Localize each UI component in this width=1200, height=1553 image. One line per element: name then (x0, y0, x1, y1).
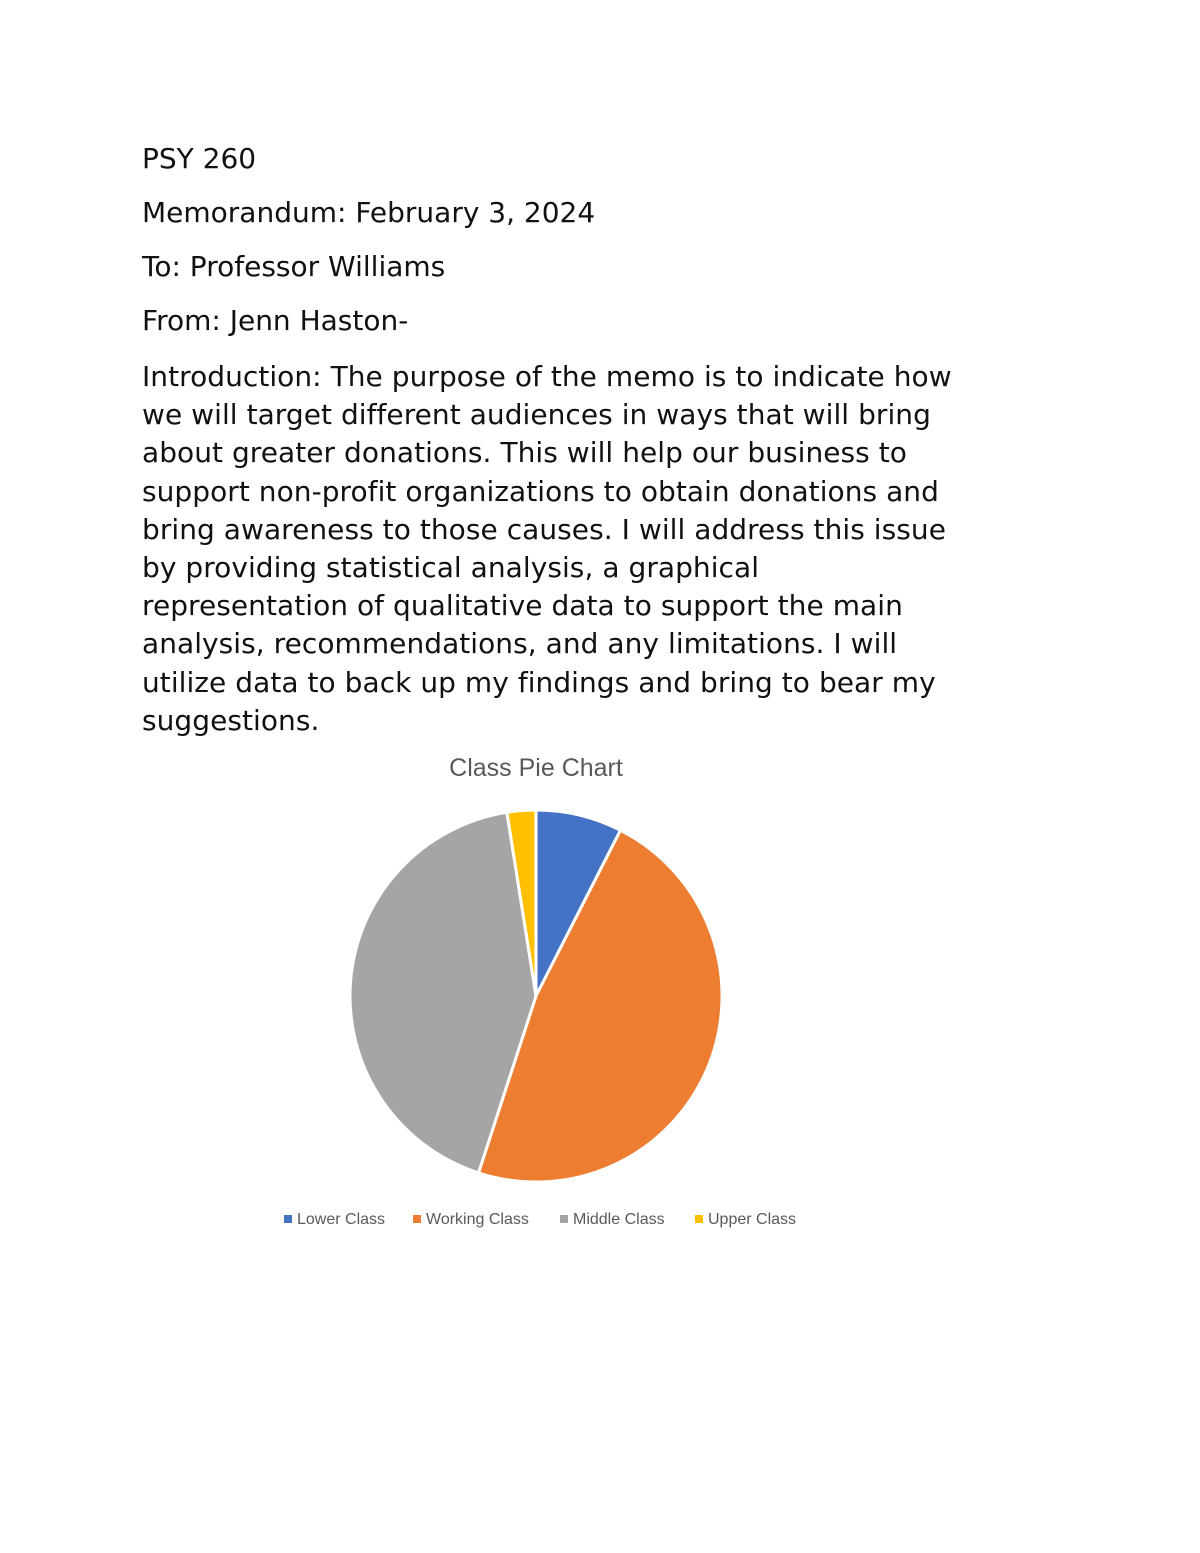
intro-line: about greater donations. This will help our business to (142, 436, 907, 470)
introduction-paragraph (142, 358, 1047, 740)
legend-label: Middle Class (573, 1211, 665, 1228)
legend-item-middle-class (560, 1211, 665, 1228)
legend-swatch (695, 1215, 703, 1223)
legend-item-working-class (413, 1211, 529, 1228)
pie-slices (350, 810, 722, 1182)
intro-line: suggestions. (142, 703, 320, 737)
legend-item-lower-class (284, 1211, 385, 1228)
chart-title: Class Pie Chart (449, 754, 623, 782)
course-code: PSY 260 (142, 142, 257, 175)
legend-label: Lower Class (297, 1211, 386, 1228)
chart-legend (284, 1211, 796, 1228)
intro-line: support non-profit organizations to obtain donations and (142, 474, 939, 508)
legend-swatch (413, 1215, 421, 1223)
intro-line: analysis, recommendations, and any limitations. I will (142, 627, 898, 661)
legend-label: Working Class (426, 1211, 529, 1228)
memo-date-line: Memorandum: February 3, 2024 (142, 196, 596, 229)
intro-line: representation of qualitative data to support the main (142, 589, 903, 623)
intro-line: bring awareness to those causes. I will address this issue (142, 512, 946, 546)
legend-swatch (284, 1215, 292, 1223)
legend-item-upper-class (695, 1211, 796, 1228)
sender-line: From: Jenn Haston- (142, 304, 409, 337)
intro-line: Introduction: The purpose of the memo is to indicate how (142, 360, 952, 393)
legend-label: Upper Class (708, 1211, 797, 1228)
recipient-line: To: Professor Williams (142, 250, 446, 283)
intro-line: by providing statistical analysis, a graphical (142, 551, 760, 585)
class-pie-chart (260, 742, 820, 1252)
intro-line: we will target different audiences in ways that will bring (142, 398, 931, 432)
legend-swatch (560, 1215, 568, 1223)
pie-chart-svg (260, 742, 820, 1252)
intro-line: utilize data to back up my findings and bring to bear my (142, 665, 936, 699)
